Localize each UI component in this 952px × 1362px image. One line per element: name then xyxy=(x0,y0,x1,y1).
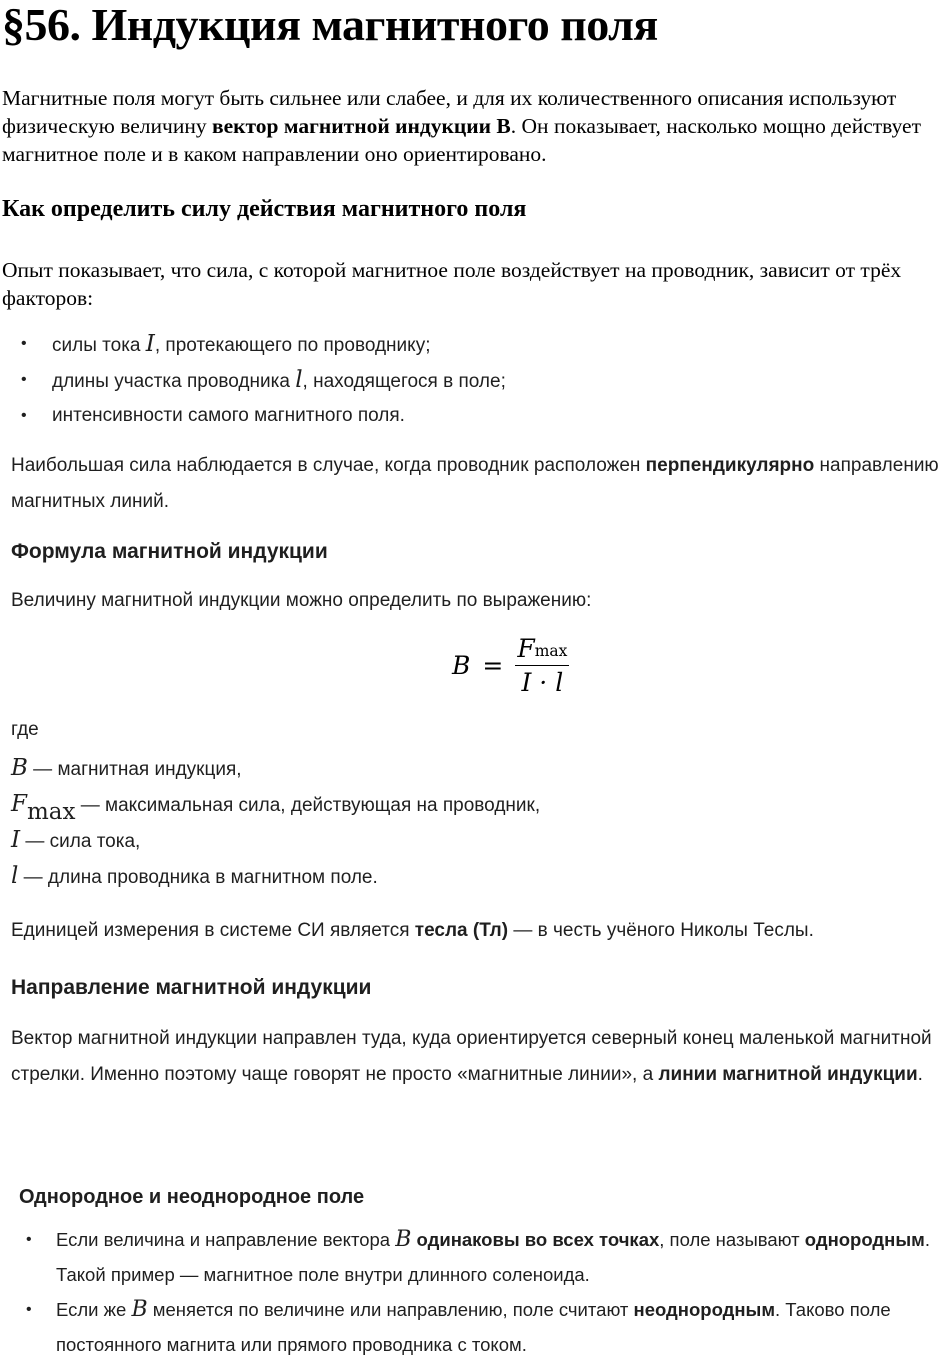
maximum-force-paragraph xyxy=(11,448,941,520)
def-text: — максимальная сила, действующая на проводник, xyxy=(75,795,541,816)
intro-paragraph xyxy=(2,84,942,168)
unit-paragraph xyxy=(11,920,814,942)
factor-text: интенсивности самого магнитного поля. xyxy=(52,405,405,426)
item-text: . Таково поле постоянного магнита или прямого проводника с током. xyxy=(56,1299,891,1355)
formula-fraction xyxy=(515,634,569,697)
formula-denominator: I · l xyxy=(521,668,564,697)
formula-lhs: B xyxy=(452,651,471,680)
bullet-icon: • xyxy=(21,407,27,424)
math-symbol: I xyxy=(145,331,155,357)
list-item xyxy=(0,365,506,401)
formula-equals: = xyxy=(482,651,504,680)
heading-uniform: Однородное и неоднородное поле xyxy=(19,1186,365,1208)
formula-intro: Величину магнитной индукции можно определить по выражению: xyxy=(11,590,592,611)
page-title: §56. Индукция магнитного поля xyxy=(2,0,658,50)
formula-display xyxy=(452,634,569,697)
heading-formula: Формула магнитной индукции xyxy=(11,540,328,563)
item-bold: неоднородным xyxy=(633,1299,776,1320)
numerator-sub: max xyxy=(534,642,568,661)
intro-text: Магнитные поля могут быть сильнее или слабее, и для их количественного описания используют физическую величину xyxy=(2,86,897,138)
unit-bold: тесла (Тл) xyxy=(414,920,509,941)
list-item xyxy=(0,401,506,437)
item-bold: одинаковы во всех точках xyxy=(416,1229,660,1250)
item-text: меняется по величине или направлению, поле считают xyxy=(147,1299,634,1320)
bullet-icon: • xyxy=(21,335,27,352)
factors-list xyxy=(0,329,506,437)
item-text: Если же xyxy=(56,1299,132,1320)
experience-paragraph: Опыт показывает, что сила, с которой магнитное поле воздействует на проводник, зависит от трёх факторов: xyxy=(2,258,902,310)
list-item xyxy=(0,1222,946,1292)
uniform-list xyxy=(0,1222,946,1362)
factor-text: силы тока xyxy=(52,335,146,356)
def-text: — магнитная индукция, xyxy=(27,759,242,780)
where-label: где xyxy=(11,719,39,740)
factor-text-end: , протекающего по проводнику; xyxy=(154,335,431,356)
bullet-icon: • xyxy=(21,371,27,388)
definition-item xyxy=(11,823,540,859)
intro-text-end: . Он показывает, насколько мощно действует магнитное поле и в каком направлении оно ориентировано. xyxy=(2,114,921,166)
unit-text: Единицей измерения в системе СИ является xyxy=(11,920,415,941)
def-symbol: I xyxy=(11,827,21,853)
maximum-bold: перпендикулярно xyxy=(645,455,815,476)
def-symbol: F xyxy=(11,791,27,817)
bullet-icon: • xyxy=(26,1231,32,1248)
def-symbol: B xyxy=(11,755,28,781)
def-text: — сила тока, xyxy=(20,831,141,852)
math-symbol: l xyxy=(295,367,303,393)
item-text: Если величина и направление вектора xyxy=(56,1229,396,1250)
math-symbol: B xyxy=(395,1227,412,1252)
numerator-var: F xyxy=(517,634,535,663)
direction-bold: линии магнитной индукции xyxy=(658,1064,918,1085)
def-symbol: l xyxy=(11,863,19,889)
list-item xyxy=(0,329,506,365)
definition-item xyxy=(11,787,541,826)
definitions-list xyxy=(11,751,540,895)
heading-force: Как определить силу действия магнитного поля xyxy=(2,196,527,222)
maximum-text-end: направлению магнитных линий. xyxy=(11,455,939,512)
formula-numerator xyxy=(515,634,569,666)
factor-text-end: , находящегося в поле; xyxy=(302,371,506,392)
direction-text: Вектор магнитной индукции направлен туда, куда ориентируется северный конец маленькой магнитной стрелки. Именно поэтому чаще говорят не просто «магнитные линии», а xyxy=(11,1028,932,1085)
def-symbol-sub: max xyxy=(26,799,76,826)
item-bold: однородным xyxy=(804,1229,925,1250)
maximum-text: Наибольшая сила наблюдается в случае, когда проводник расположен xyxy=(11,455,646,476)
direction-paragraph xyxy=(11,1021,946,1093)
intro-bold-term: вектор магнитной индукции B xyxy=(211,114,511,138)
bullet-icon: • xyxy=(26,1301,32,1318)
math-symbol: B xyxy=(131,1297,148,1322)
def-text: — длина проводника в магнитном поле. xyxy=(18,867,378,888)
definition-item xyxy=(11,859,540,895)
item-text: , поле называют xyxy=(659,1229,805,1250)
item-text: . Такой пример — магнитное поле внутри длинного соленоида. xyxy=(56,1229,930,1285)
definition-item xyxy=(11,751,540,787)
heading-direction: Направление магнитной индукции xyxy=(11,976,372,999)
list-item xyxy=(0,1292,946,1362)
direction-text-end: . xyxy=(917,1064,923,1085)
factor-text: длины участка проводника xyxy=(52,371,296,392)
unit-text-end: — в честь учёного Николы Теслы. xyxy=(508,920,814,941)
